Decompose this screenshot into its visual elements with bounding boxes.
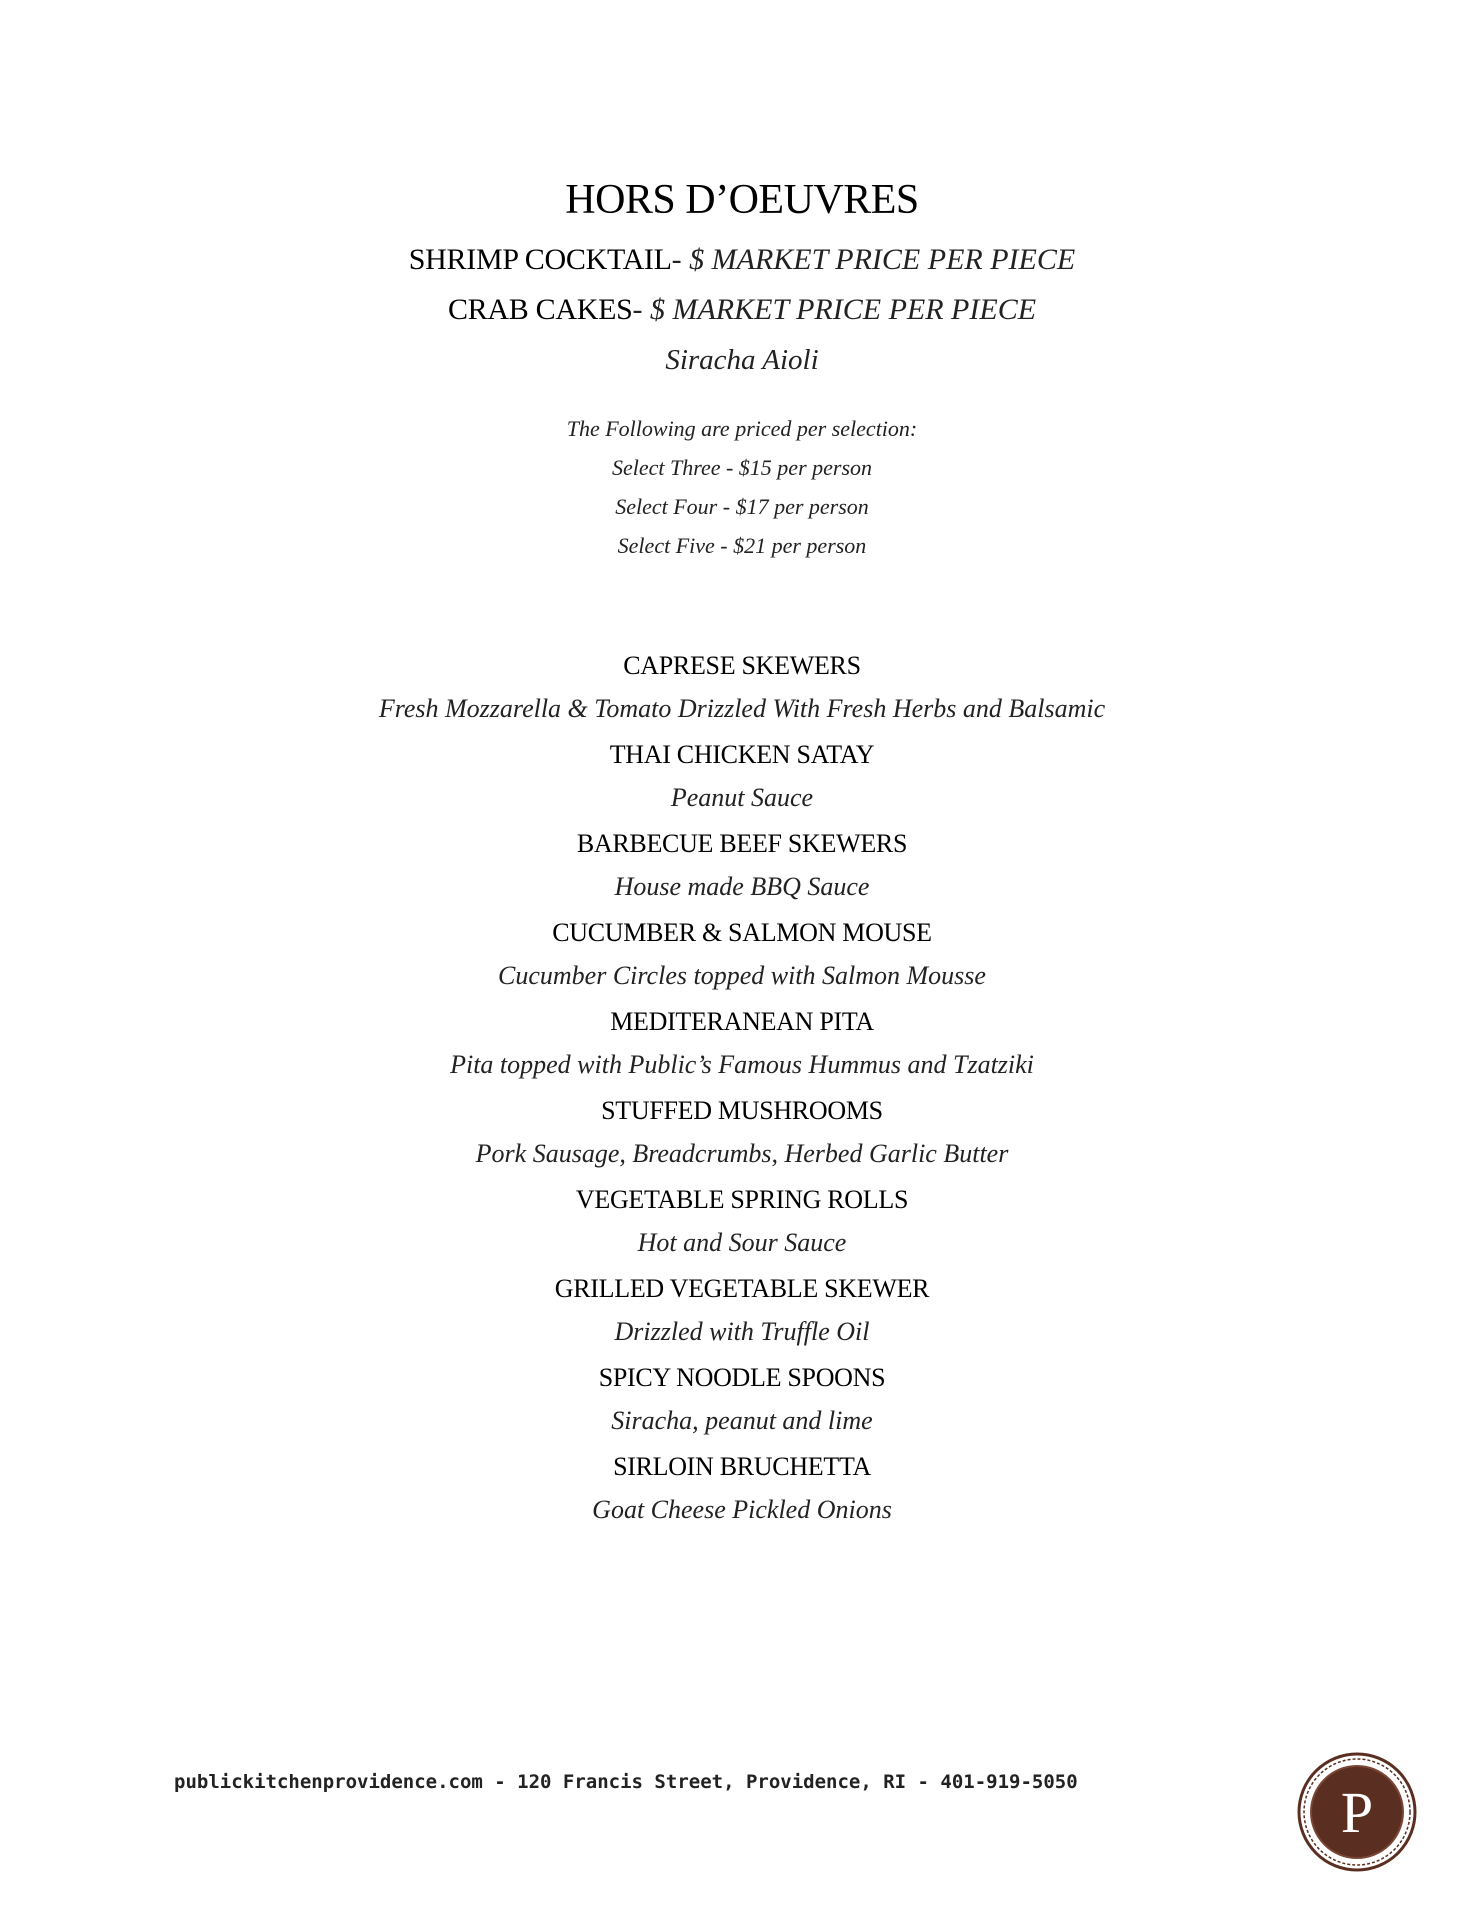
market-item-price: - $ MARKET PRICE PER PIECE bbox=[671, 243, 1076, 276]
market-item-price: - $ MARKET PRICE PER PIECE bbox=[632, 293, 1037, 326]
pricing-option: Select Five - $21 per person bbox=[617, 533, 867, 558]
pricing-option: Select Three - $15 per person bbox=[611, 455, 873, 480]
menu-item-name: CAPRESE SKEWERS bbox=[623, 651, 861, 680]
logo-letter: P bbox=[1340, 1780, 1374, 1845]
market-item-name: SHRIMP COCKTAIL bbox=[408, 243, 672, 276]
menu-item-description: House made BBQ Sauce bbox=[614, 872, 870, 901]
menu-item-name: BARBECUE BEEF SKEWERS bbox=[576, 829, 908, 858]
menu-item-name: THAI CHICKEN SATAY bbox=[609, 740, 875, 769]
menu-item-description: Peanut Sauce bbox=[670, 783, 814, 812]
menu-item-description: Siracha, peanut and lime bbox=[611, 1406, 873, 1435]
menu-item-name: SPICY NOODLE SPOONS bbox=[598, 1363, 886, 1392]
page-title: HORS D’OEUVRES bbox=[565, 177, 919, 223]
market-item-crab bbox=[0, 293, 1484, 327]
menu-item-description: Cucumber Circles topped with Salmon Mousse bbox=[498, 961, 986, 990]
menu-item-name: SIRLOIN BRUCHETTA bbox=[613, 1452, 871, 1481]
menu-item-description: Hot and Sour Sauce bbox=[637, 1228, 847, 1257]
menu-item-description: Pork Sausage, Breadcrumbs, Herbed Garlic Butter bbox=[475, 1139, 1009, 1168]
menu-item-description: Goat Cheese Pickled Onions bbox=[592, 1495, 892, 1524]
market-item-name: CRAB CAKES bbox=[447, 293, 633, 326]
crab-cakes-note: Siracha Aioli bbox=[665, 344, 819, 376]
menu-item-name: STUFFED MUSHROOMS bbox=[601, 1096, 883, 1125]
menu-item-description: Fresh Mozzarella & Tomato Drizzled With Fresh Herbs and Balsamic bbox=[378, 694, 1106, 723]
menu-item-name: CUCUMBER & SALMON MOUSE bbox=[552, 918, 932, 947]
menu-item-name: VEGETABLE SPRING ROLLS bbox=[575, 1185, 909, 1214]
menu-item-name: GRILLED VEGETABLE SKEWER bbox=[554, 1274, 930, 1303]
pricing-intro: The Following are priced per selection: bbox=[566, 416, 918, 441]
menu-item-name: MEDITERANEAN PITA bbox=[610, 1007, 874, 1036]
menu-item-description: Pita topped with Public’s Famous Hummus and Tzatziki bbox=[450, 1050, 1034, 1079]
public-kitchen-logo-icon bbox=[1295, 1750, 1419, 1874]
pricing-option: Select Four - $17 per person bbox=[615, 494, 869, 519]
footer-contact: publickitchenprovidence.com - 120 Francis Street, Providence, RI - 401-919-5050 bbox=[174, 1771, 1078, 1793]
menu-item-description: Drizzled with Truffle Oil bbox=[614, 1317, 870, 1346]
market-item-shrimp bbox=[0, 243, 1484, 277]
